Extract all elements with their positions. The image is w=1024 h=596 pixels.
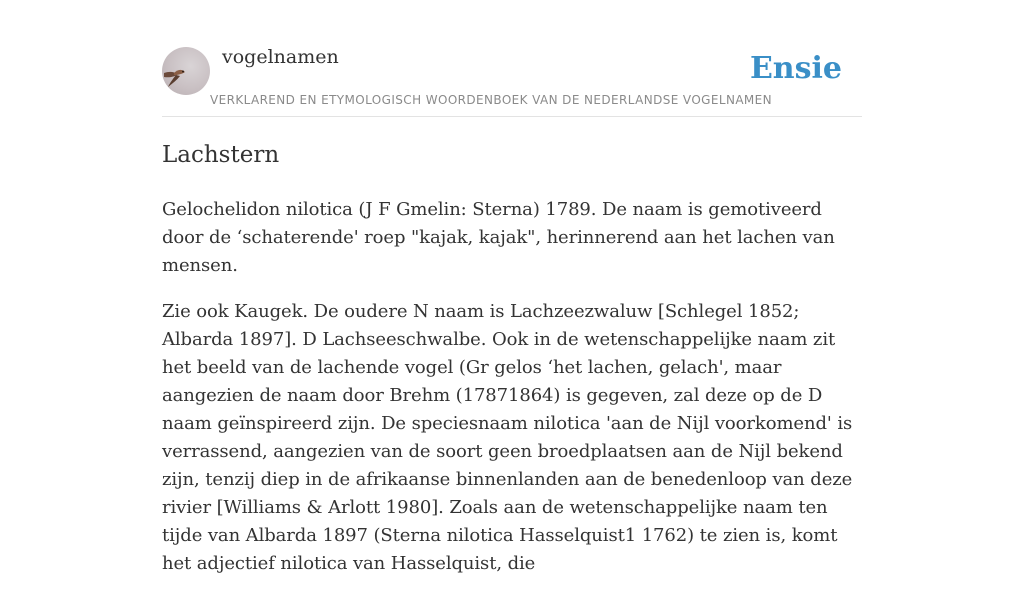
article	[162, 138, 862, 596]
brand-logo-link[interactable]: Ensie	[749, 51, 842, 86]
site-tagline: VERKLAREND EN ETYMOLOGISCH WOORDENBOEK VAN DE NEDERLANDSE VOGELNAMEN	[210, 93, 773, 107]
bird-avatar-icon[interactable]	[162, 47, 210, 95]
site-header	[162, 46, 862, 117]
page-title: Lachstern	[162, 142, 280, 168]
article-paragraph: Zie ook Kaugek. De oudere N naam is Lachzeezwaluw [Schlegel 1852; Albarda 1897]. D Lachseeschwalbe. Ook in de wetenschappelijke naam zit het beeld van de lachende vogel (Gr gelos ‘het lachen, gelach', maar aangezien de naam door Brehm (17871864) is gegeven, zal deze op de D naam geïnspireerd zijn. De speciesnaam nilotica 'aan de Nijl voorkomend' is verrassend, aangezien van de soort geen broedplaatsen aan de Nijl bekend zijn, tenzij diep in de afrikaanse binnenlanden aan de benedenloop van deze rivier [Williams & Arlott 1980]. Zoals aan de wetenschappelijke naam ten tijde van Albarda 1897 (Sterna nilotica Hasselquist1 1762) te zien is, komt het adjectief nilotica van Hasselquist, die	[162, 301, 853, 574]
site-name-link[interactable]: vogelnamen	[222, 46, 339, 68]
article-paragraph: Gelochelidon nilotica (J F Gmelin: Sterna) 1789. De naam is gemotiveerd door de ‘schaterende' roep "kajak, kajak", herinnerend aan het lachen van mensen.	[162, 199, 835, 276]
bird-icon	[162, 47, 210, 95]
